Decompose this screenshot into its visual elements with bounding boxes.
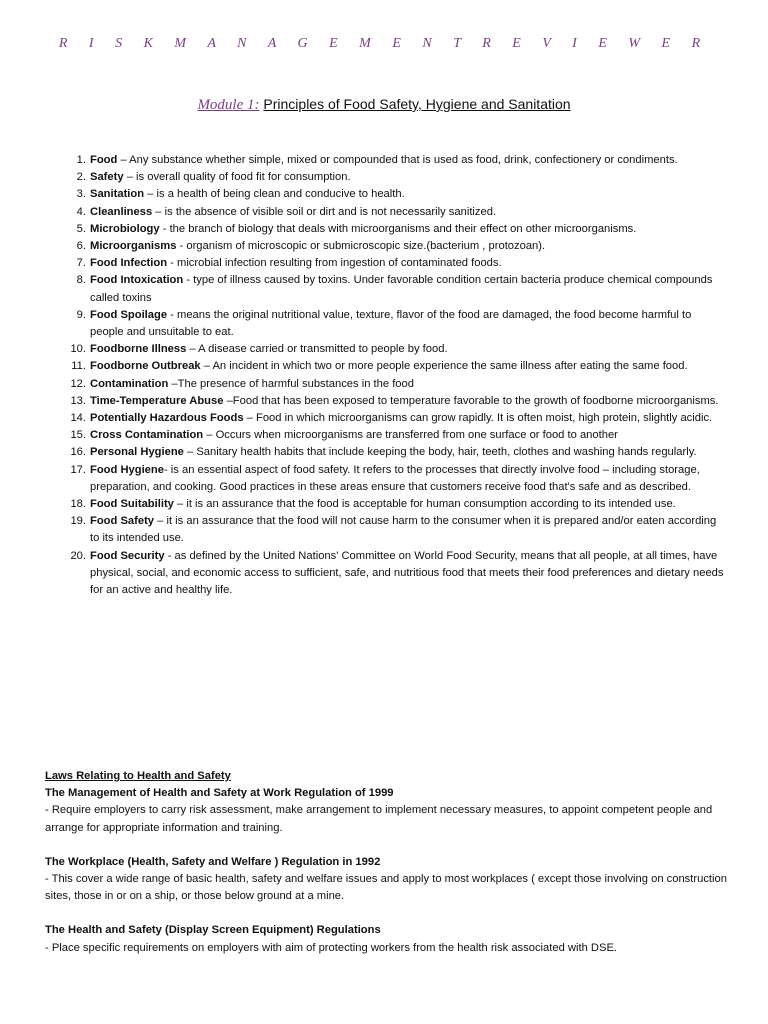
- law-entry: [45, 854, 735, 906]
- law-description: - This cover a wide range of basic health, safety and welfare issues and apply to most workplaces ( except those involving on construction sites, those in or on a ship, or those below ground at a mine.: [45, 873, 727, 903]
- list-item: [66, 358, 726, 375]
- item-term: Foodborne Illness: [90, 343, 187, 356]
- item-term: Safety: [90, 171, 124, 184]
- module-label: Module 1:: [197, 97, 260, 113]
- module-title: Principles of Food Safety, Hygiene and Sanitation: [263, 96, 571, 112]
- item-text: – Any substance whether simple, mixed or compounded that is used as food, drink, confectionery or condiments.: [117, 154, 678, 166]
- list-item: [66, 272, 726, 306]
- item-number: 4.: [76, 205, 86, 218]
- item-number: 7.: [76, 257, 86, 270]
- law-description: - Place specific requirements on employers with aim of protecting workers from the health risk associated with DSE.: [45, 941, 618, 954]
- item-number: 17.: [70, 463, 86, 476]
- item-term: Potentially Hazardous Foods: [90, 412, 244, 425]
- item-term: Food Hygiene: [90, 463, 164, 476]
- list-item: [66, 238, 726, 255]
- list-item: [66, 169, 726, 186]
- item-text: - as defined by the United Nations' Committee on World Food Security, means that all people, at all times, have physical, social, and economic access to sufficient, safe, and nutritious food that meets their food preferences and dietary needs for an active and healthy life.: [90, 549, 724, 597]
- item-number: 10.: [70, 343, 86, 356]
- item-term: Contamination: [90, 377, 169, 390]
- item-term: Food Security: [90, 549, 165, 562]
- law-title: The Management of Health and Safety at Work Regulation of 1999: [45, 787, 394, 800]
- item-number: 18.: [70, 498, 86, 511]
- item-text: – Food in which microorganisms can grow rapidly. It is often moist, high protein, slightly acidic.: [243, 412, 713, 425]
- item-text: - type of illness caused by toxins. Under favorable condition certain bacteria produce chemical compounds called toxins: [90, 274, 713, 304]
- item-number: 6.: [76, 240, 86, 253]
- item-term: Cleanliness: [90, 205, 153, 218]
- law-entry: [45, 785, 735, 837]
- item-number: 2.: [76, 171, 86, 184]
- list-item: [66, 255, 726, 272]
- item-text: – is a health of being clean and conducive to health.: [144, 188, 405, 201]
- item-number: 11.: [71, 360, 86, 373]
- law-entry: [45, 922, 735, 956]
- item-text: – Occurs when microorganisms are transferred from one surface or food to another: [203, 429, 618, 442]
- list-item: [66, 341, 726, 358]
- list-item: [66, 410, 726, 427]
- list-item: [66, 444, 726, 461]
- item-term: Food Infection: [90, 257, 168, 270]
- list-item: [66, 204, 726, 221]
- item-number: 1.: [76, 154, 86, 166]
- list-item: [66, 496, 726, 513]
- definitions-list: [66, 152, 726, 599]
- item-term: Food: [90, 154, 118, 166]
- document-title: R I S K M A N A G E M E N T R E V I E W E R: [58, 36, 710, 51]
- item-term: Microbiology: [90, 222, 160, 235]
- list-item: [66, 427, 726, 444]
- item-number: 8.: [76, 274, 86, 287]
- item-number: 5.: [76, 222, 86, 235]
- item-term: Microorganisms: [90, 240, 177, 253]
- law-title: The Workplace (Health, Safety and Welfare ) Regulation in 1992: [45, 855, 381, 868]
- item-term: Food Suitability: [90, 498, 174, 511]
- module-heading: [0, 96, 768, 114]
- item-text: – is the absence of visible soil or dirt and is not necessarily sanitized.: [152, 205, 497, 218]
- item-term: Cross Contamination: [90, 429, 204, 442]
- item-number: 19.: [70, 515, 86, 528]
- item-number: 13.: [70, 394, 86, 407]
- item-text: – A disease carried or transmitted to people by food.: [186, 343, 448, 356]
- item-text: - microbial infection resulting from ingestion of contaminated foods.: [167, 257, 502, 270]
- item-text: –Food that has been exposed to temperature favorable to the growth of foodborne microorganisms.: [223, 394, 719, 407]
- item-number: 3.: [76, 188, 86, 201]
- laws-section: [45, 768, 735, 974]
- item-number: 12.: [70, 377, 86, 390]
- list-item: [66, 376, 726, 393]
- item-text: - the branch of biology that deals with microorganisms and their effect on other microorganisms.: [159, 222, 637, 235]
- item-term: Food Safety: [90, 515, 155, 528]
- item-text: – Sanitary health habits that include keeping the body, hair, teeth, clothes and washing hands regularly.: [183, 446, 697, 459]
- item-term: Food Intoxication: [90, 274, 184, 287]
- item-number: 14.: [70, 412, 86, 425]
- item-text: – it is an assurance that the food will not cause harm to the consumer when it is prepared and/or eaten according to its intended use.: [90, 515, 717, 545]
- list-item: [66, 307, 726, 341]
- item-term: Food Spoilage: [90, 308, 168, 321]
- item-number: 15.: [70, 429, 86, 442]
- list-item: [66, 221, 726, 238]
- item-term: Personal Hygiene: [90, 446, 184, 459]
- law-description: - Require employers to carry risk assessment, make arrangement to implement necessary measures, to appoint competent people and arrange for appropriate information and training.: [45, 804, 713, 834]
- item-number: 16.: [70, 446, 86, 459]
- list-item: [66, 152, 726, 169]
- item-term: Foodborne Outbreak: [90, 360, 201, 373]
- item-text: - organism of microscopic or submicroscopic size.(bacterium , protozoan).: [176, 240, 546, 253]
- item-text: – An incident in which two or more people experience the same illness after eating the same food.: [200, 360, 688, 373]
- list-item: [66, 393, 726, 410]
- list-item: [66, 186, 726, 203]
- item-term: Time-Temperature Abuse: [90, 394, 224, 407]
- item-text: –The presence of harmful substances in the food: [168, 377, 414, 390]
- item-text: – is overall quality of food fit for consumption.: [123, 171, 351, 184]
- laws-heading: Laws Relating to Health and Safety: [45, 770, 231, 782]
- list-item: [66, 462, 726, 496]
- list-item: [66, 513, 726, 547]
- item-text: - means the original nutritional value, texture, flavor of the food are damaged, the food become harmful to people and unsuitable to eat.: [90, 308, 692, 339]
- item-number: 20.: [70, 549, 86, 562]
- item-text: – it is an assurance that the food is acceptable for human consumption according to its intended use.: [173, 498, 676, 511]
- item-text: - is an essential aspect of food safety. It refers to the processes that directly involve food – including storage, preparation, and cooking. Good practices in these areas ensure that customers receive food that's safe and as described.: [90, 463, 700, 493]
- list-item: [66, 548, 726, 600]
- item-term: Sanitation: [90, 188, 145, 201]
- item-number: 9.: [76, 308, 86, 321]
- law-title: The Health and Safety (Display Screen Equipment) Regulations: [45, 924, 381, 937]
